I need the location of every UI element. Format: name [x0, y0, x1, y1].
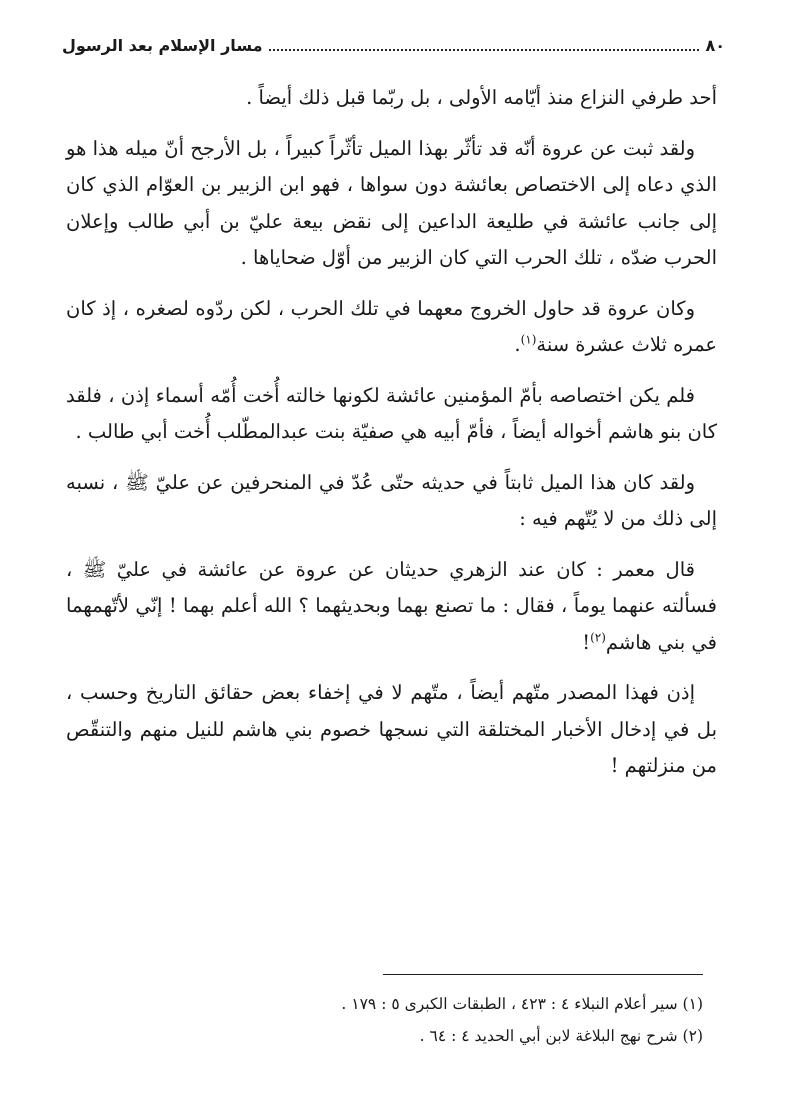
footnote-divider	[383, 974, 703, 975]
paragraph-text: فلم يكن اختصاصه بأمّ المؤمنين عائشة لكونها خالته أُخت أُمّه أسماء إذن ، فلقد كان بنو هاشم أخواله أيضاً ، فأمّ أبيه هي صفيّة بنت عبدالمطّلب أُخت أبي طالب .	[66, 383, 717, 443]
running-title: مسار الإسلام بعد الرسول	[62, 35, 263, 55]
running-header	[62, 32, 725, 58]
page-number: ٨٠	[705, 35, 725, 55]
paragraph-tail: !	[582, 630, 591, 654]
paragraph-1	[66, 80, 717, 117]
footnote-ref-2[interactable]: (٢)	[590, 630, 606, 644]
footnote-2: (٢) شرح نهج البلاغة لابن أبي الحديد ٤ : ٦٤ .	[419, 1027, 703, 1045]
paragraph-text: قال معمر : كان عند الزهري حديثان عن عروة عن عائشة في عليّ ﷺ ، فسألته عنهما يوماً ، فقال : ما تصنع بهما وبحديثهما ؟ الله أعلم بهما ! إنّي لأتّهمهما في بني هاشم	[66, 557, 717, 654]
footnotes	[80, 988, 703, 1052]
paragraph-3	[66, 291, 717, 364]
dotted-leader	[269, 39, 700, 51]
body-text	[66, 80, 717, 799]
paragraph-text: وكان عروة قد حاول الخروج معهما في تلك الحرب ، لكن ردّوه لصغره ، إذ كان عمره ثلاث عشرة سنة	[66, 296, 717, 356]
paragraph-7	[66, 675, 717, 785]
paragraph-2	[66, 131, 717, 277]
paragraph-text: ولقد كان هذا الميل ثابتاً في حديثه حتّى عُدّ في المنحرفين عن عليّ ﷺ ، نسبه إلى ذلك من لا يُتّهم فيه :	[66, 470, 717, 530]
paragraph-tail: .	[514, 333, 521, 356]
footnote-ref-1[interactable]: (١)	[520, 332, 537, 347]
paragraph-6	[66, 552, 717, 662]
paragraph-text: ولقد ثبت عن عروة أنّه قد تأثّر بهذا الميل تأثّراً كبيراً ، بل الأرجح أنّ ميله هذا هو الذي دعاه إلى الاختصاص بعائشة دون سواها ، فهو ابن الزبير بن العوّام الذي كان إلى جانب عائشة في طليعة الداعين إلى نقض بيعة عليّ بن أبي طالب وإعلان الحرب ضدّه ، تلك الحرب التي كان الزبير من أوّل ضحاياها .	[66, 136, 717, 269]
paragraph-text: إذن فهذا المصدر متّهم أيضاً ، متّهم لا في إخفاء بعض حقائق التاريخ وحسب ، بل في إدخال الأخبار المختلقة التي نسجها خصوم بني هاشم للنيل منهم والتنقّص من منزلتهم !	[66, 681, 717, 777]
paragraph-5	[66, 465, 717, 538]
footnote-1: (١) سير أعلام النبلاء ٤ : ٤٢٣ ، الطبقات الكبرى ٥ : ١٧٩ .	[341, 995, 703, 1013]
paragraph-text: أحد طرفي النزاع منذ أيّامه الأولى ، بل ربّما قبل ذلك أيضاً .	[246, 86, 717, 109]
paragraph-4	[66, 378, 717, 451]
